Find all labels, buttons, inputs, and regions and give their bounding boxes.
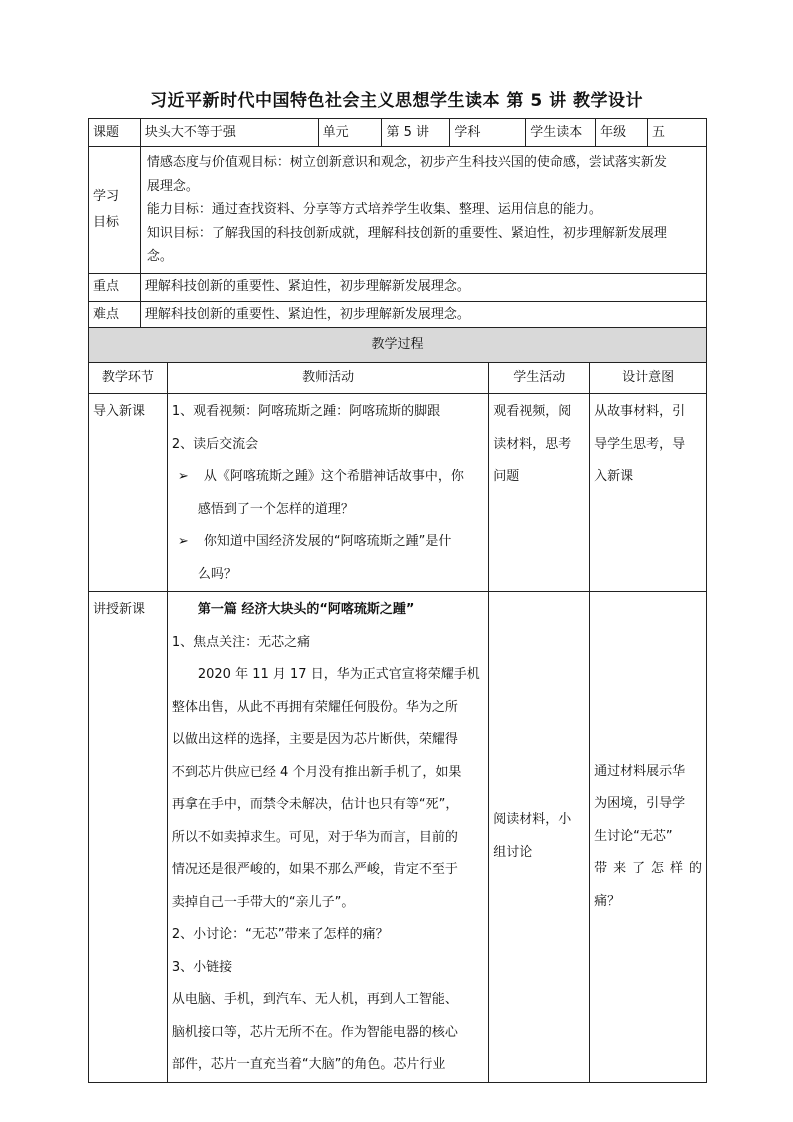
intent-line: 从故事材料，引 xyxy=(594,404,686,419)
col-student: 学生活动 xyxy=(489,363,590,394)
link-line: 脑机接口等，芯片无所不在。作为智能电器的核心 xyxy=(171,1024,458,1040)
unit-label: 单元 xyxy=(318,119,382,147)
key-value: 理解科技创新的重要性、紧迫性，初步理解新发展理念。 xyxy=(140,273,706,301)
intent-line: 为困境，引导学 xyxy=(594,796,686,811)
intent-line: 通过材料展示华 xyxy=(594,763,686,779)
goal-line: 展理念。 xyxy=(146,178,199,194)
teacher-line: 2、读后交流会 xyxy=(171,436,259,452)
grade-value: 五 xyxy=(648,119,707,147)
goals-cell xyxy=(140,147,706,274)
goals-label: 学习 目标 xyxy=(89,147,141,274)
col-stage: 教学环节 xyxy=(89,363,168,394)
topic-label: 课题 xyxy=(89,119,141,147)
para-line: 以做出这样的选择，主要是因为芯片断供，荣耀得 xyxy=(171,732,458,747)
col-intent: 设计意图 xyxy=(590,363,707,394)
teacher-line: 3、小链接 xyxy=(171,959,233,975)
student-line: 阅读材料，小 xyxy=(493,812,572,828)
table-row xyxy=(89,394,707,592)
question-line: 从《阿喀琉斯之踵》这个希腊神话故事中，你 xyxy=(203,469,464,484)
goal-line: 知识目标：了解我国的科技创新成就，理解科技创新的重要性、紧迫性，初步理解新发展理 xyxy=(146,225,667,241)
subject-value: 学生读本 xyxy=(526,119,596,147)
difficulty-value: 理解科技创新的重要性、紧迫性，初步理解新发展理念。 xyxy=(140,301,706,329)
question-line: 么吗？ xyxy=(197,566,237,582)
goal-line: 能力目标：通过查找资料、分享等方式培养学生收集、整理、运用信息的能力。 xyxy=(146,202,602,217)
intent-line: 带来了怎样的 xyxy=(594,861,702,876)
question-line: 感悟到了一个怎样的道理？ xyxy=(197,501,354,517)
student-line: 问题 xyxy=(493,469,520,484)
student-line: 观看视频，阅 xyxy=(493,404,572,419)
table-row xyxy=(89,592,707,1083)
student-line: 组讨论 xyxy=(493,844,533,860)
design-intent-new xyxy=(590,592,707,1083)
stage-intro: 导入新课 xyxy=(89,394,168,592)
student-activity-new xyxy=(489,592,590,1083)
para-line: 情况还是很严峻的，如果不那么严峻，肯定不至于 xyxy=(171,862,458,877)
design-intent-intro xyxy=(590,394,707,592)
intent-line: 生讨论“无芯” xyxy=(594,828,673,844)
para-line: 2020 年 11 月 17 日，华为正式官宣将荣耀手机 xyxy=(197,667,480,682)
stage-new-lesson: 讲授新课 xyxy=(89,592,168,1083)
page-title: 习近平新时代中国特色社会主义思想学生读本 第 5 讲 教学设计 xyxy=(149,91,643,111)
subject-label: 学科 xyxy=(450,119,526,147)
para-line: 再拿在手中，而禁令未解决，估计也只有等“死”， xyxy=(171,797,459,812)
intent-line: 痛？ xyxy=(594,893,621,909)
teacher-activity-new xyxy=(167,592,488,1083)
para-line: 所以不如卖掉求生。可见，对于华为而言，目前的 xyxy=(171,829,458,845)
key-label: 重点 xyxy=(89,273,141,301)
link-line: 从电脑、手机，到汽车、无人机，再到人工智能、 xyxy=(171,992,458,1007)
question-line: 你知道中国经济发展的“阿喀琉斯之踵”是什 xyxy=(203,534,452,549)
topic-value: 块头大不等于强 xyxy=(140,119,318,147)
intent-line: 入新课 xyxy=(594,469,634,484)
student-activity-intro xyxy=(489,394,590,592)
goal-line: 念。 xyxy=(146,249,173,264)
teacher-activity-intro xyxy=(167,394,488,592)
section-title: 第一篇 经济大块头的“阿喀琉斯之踵” xyxy=(197,602,415,617)
para-line: 整体出售，从此不再拥有荣耀任何股份。华为之所 xyxy=(171,699,458,715)
process-table xyxy=(88,327,707,1083)
para-line: 卖掉自己一手带大的“亲儿子”。 xyxy=(171,894,355,910)
teacher-line: 1、观看视频：阿喀琉斯之踵：阿喀琉斯的脚跟 xyxy=(171,404,441,419)
bullet-arrow-icon: ➢ xyxy=(177,469,189,484)
info-table xyxy=(88,118,707,330)
intent-line: 导学生思考，导 xyxy=(594,436,686,452)
teacher-line: 1、焦点关注：无芯之痛 xyxy=(171,634,311,650)
unit-value: 第 5 讲 xyxy=(382,119,450,147)
difficulty-label: 难点 xyxy=(89,301,141,329)
teacher-line: 2、小讨论：“无芯”带来了怎样的痛？ xyxy=(171,927,389,942)
col-teacher: 教师活动 xyxy=(167,363,488,394)
grade-label: 年级 xyxy=(596,119,648,147)
student-line: 读材料，思考 xyxy=(493,436,572,452)
bullet-arrow-icon: ➢ xyxy=(177,534,189,549)
goal-line: 情感态度与价值观目标：树立创新意识和观念，初步产生科技兴国的使命感，尝试落实新发 xyxy=(146,155,667,170)
link-line: 部件，芯片一直充当着“大脑”的角色。芯片行业 xyxy=(171,1057,446,1072)
process-header: 教学过程 xyxy=(89,328,707,363)
para-line: 不到芯片供应已经 4 个月没有推出新手机了，如果 xyxy=(171,764,462,780)
